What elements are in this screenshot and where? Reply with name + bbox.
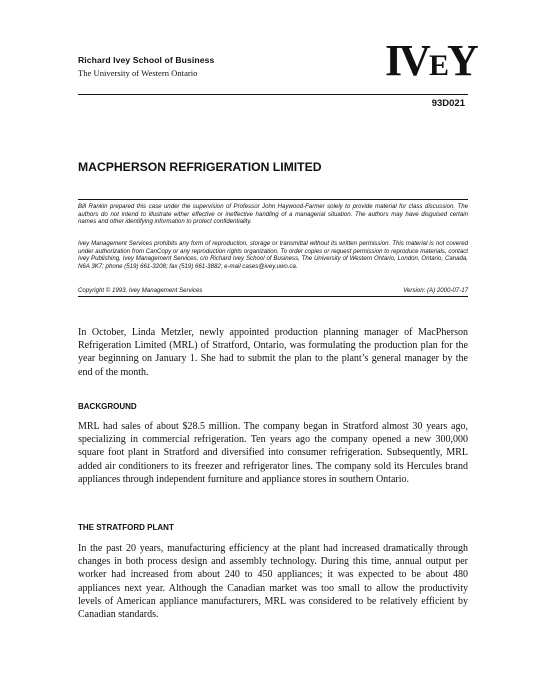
svg-text:E: E	[429, 49, 449, 82]
notice-bottom-divider	[78, 296, 468, 297]
intro-paragraph: In October, Linda Metzler, newly appointed production planning manager of MacPherson Refrigeration Limited (MRL) of Stratford, Ontario, was formulating the production plan for the year beginning on January 1. She had to submit the plan to the plant’s general manager by the end of the month.	[78, 327, 468, 378]
section-heading-stratford-plant: THE STRATFORD PLANT	[78, 523, 174, 532]
header-divider	[78, 94, 468, 95]
school-name: Richard Ivey School of Business	[78, 55, 215, 65]
notice-top-divider	[78, 199, 468, 200]
version-text: Version: (A) 2000-07-17	[403, 287, 468, 294]
case-title: MACPHERSON REFRIGERATION LIMITED	[78, 160, 322, 174]
svg-text:Y: Y	[447, 36, 478, 85]
copyright-text: Copyright © 1993, Ivey Management Services	[78, 287, 203, 294]
permissions-notice: Ivey Management Services prohibits any form of reproduction, storage or transmittal without its written permission. This material is not covered under authorization from CanCopy or any reproduction rights organization. To order copies or request permission to reproduce materials, contact Ivey Publishing, Ivey Management Services, c/o Richard Ivey School of Business, The University of Western Ontario, London, Ontario, Canada, N6A 3K7; phone (519) 661-3208; fax (519) 661-3882; e-mail cases@ivey.uwo.ca.	[78, 240, 468, 271]
svg-text:I: I	[385, 36, 402, 85]
ivey-logo-mark	[385, 36, 478, 85]
stratford-plant-paragraph: In the past 20 years, manufacturing efficiency at the plant had increased dramatically through changes in both process design and assembly technology. During this time, annual output per worker had increased from about 240 to 450 appliances; it was expected to be about 480 appliances next year. Although the Canadian market was too small to allow the productivity levels of American appliance manufacturers, MRL was considered to be relatively efficient by Canadian standards.	[78, 543, 468, 621]
background-paragraph: MRL had sales of about $28.5 million. The company began in Stratford almost 30 years ago, specializing in commercial refrigeration. Ten years ago the company opened a new 300,000 square foot plant in Stratford and diversified into consumer refrigeration. Subsequently, MRL added air conditioners to its freezer and refrigerator lines. The company sold its Hercules brand appliances through independent furniture and appliance stores in southern Ontario.	[78, 421, 468, 485]
ivey-logo	[385, 36, 478, 91]
school-header	[78, 55, 214, 78]
svg-text:V: V	[399, 36, 430, 85]
authorship-notice: Bill Rankin prepared this case under the supervision of Professor John Haywood-Farmer solely to provide material for class discussion. The authors do not intend to illustrate either effective or ineffective handling of a managerial situation. The authors may have disguised certain names and other identifying information to protect confidentiality.	[78, 203, 468, 226]
section-heading-background: BACKGROUND	[78, 402, 137, 411]
case-code: 93D021	[431, 98, 465, 109]
copyright-row	[78, 287, 468, 294]
university-name: The University of Western Ontario	[78, 68, 198, 78]
